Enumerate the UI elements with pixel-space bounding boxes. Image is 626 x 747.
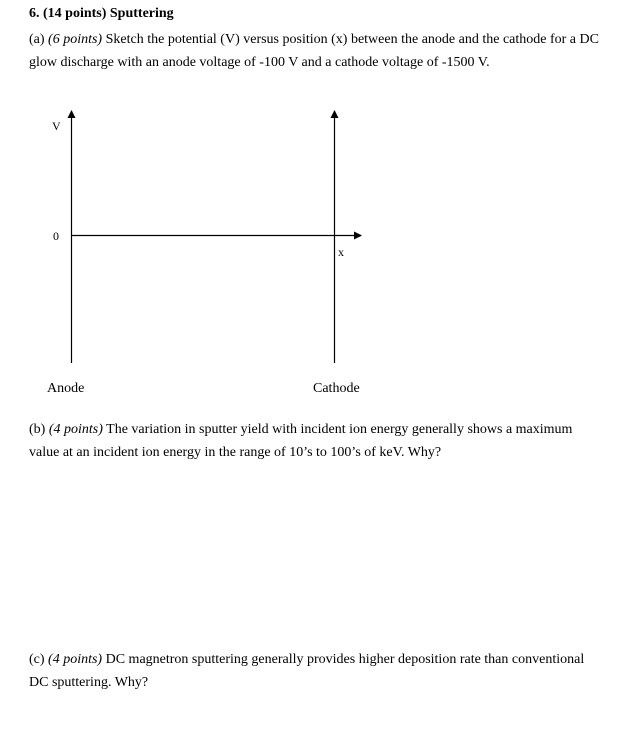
part-c-line-1 [29, 648, 614, 671]
part-a-line-1-text: Sketch the potential (V) versus position (x) between the anode and the cathode for a DC [102, 32, 599, 47]
part-a-points: (6 points) [48, 32, 103, 47]
question-heading: 6. (14 points) Sputtering [29, 6, 174, 21]
part-a-prompt [29, 28, 614, 74]
part-c-line-1-text: DC magnetron sputtering generally provides higher deposition rate than conventional [102, 652, 585, 667]
part-b-line-1 [29, 418, 614, 441]
part-c-line-2: DC sputtering. Why? [29, 675, 149, 690]
part-b-prefix: (b) [29, 422, 49, 437]
part-c-points: (4 points) [48, 652, 103, 667]
part-a-prefix: (a) [29, 32, 49, 47]
part-a-line-1 [29, 28, 614, 51]
cathode-label: Cathode [313, 381, 360, 396]
part-b-line-2: value at an incident ion energy in the range of 10’s to 100’s of keV. Why? [29, 445, 442, 460]
part-b-line-1-text: The variation in sputter yield with incident ion energy generally shows a maximum [102, 422, 573, 437]
zero-tick-label: 0 [53, 229, 59, 243]
part-b-prompt [29, 418, 614, 464]
anode-label: Anode [47, 381, 85, 396]
part-c-prompt [29, 648, 614, 694]
part-b-points: (4 points) [48, 422, 103, 437]
x-axis-label: x [338, 245, 344, 259]
part-c-prefix: (c) [29, 652, 49, 667]
y-axis-label: V [52, 119, 61, 133]
part-a-line-2: glow discharge with an anode voltage of -100 V and a cathode voltage of -1500 V. [29, 55, 490, 70]
